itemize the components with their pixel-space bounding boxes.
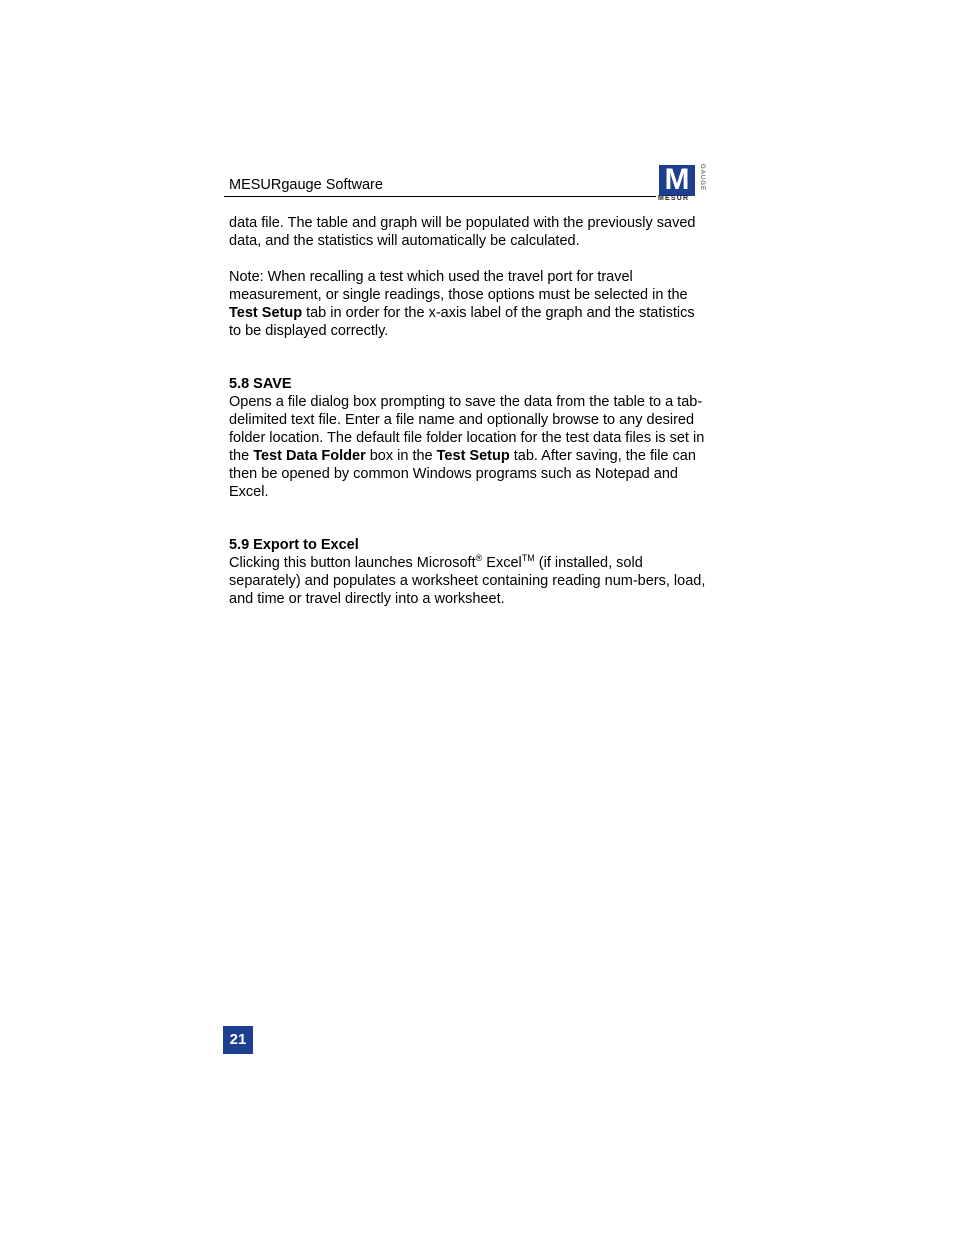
logo-subword: GAUGE	[699, 164, 705, 192]
excel-text-a: Clicking this button launches Microsoft	[229, 555, 476, 571]
header-title: MESURgauge Software	[229, 177, 383, 193]
save-text-a: Opens a file dialog box prompting to save the data from the table to a tab-delimited text file. Enter a file name and optionally browse to any desired folder location. The default file folder location for the test data files is set in the	[229, 394, 705, 464]
header-rule	[224, 196, 656, 197]
excel-text-b: Excel	[482, 555, 522, 571]
note-bold-test-setup: Test Setup	[229, 305, 303, 321]
section-heading-save: 5.8 SAVE	[229, 376, 292, 392]
note-text-b: tab in order for the x-axis label of the graph and the statistics to be displayed correctly.	[229, 305, 695, 339]
save-text-c: tab. After saving, the file can then be opened by common Windows programs such as Notepad and Excel.	[229, 448, 696, 500]
save-text-b: box in the	[365, 448, 437, 464]
logo-word: MESUR	[658, 195, 690, 202]
save-bold-test-setup: Test Setup	[436, 448, 510, 464]
mesur-gauge-logo	[657, 163, 704, 205]
note-text-a: Note: When recalling a test which used the travel port for travel measurement, or single readings, those options must be selected in the	[229, 269, 688, 303]
page-number-badge: 21	[223, 1026, 253, 1054]
section-heading-export-excel: 5.9 Export to Excel	[229, 537, 359, 553]
page-content	[229, 214, 707, 608]
save-paragraph	[229, 393, 707, 501]
logo-letter: M	[664, 163, 690, 196]
registered-mark: ®	[475, 553, 483, 563]
trademark-mark: TM	[521, 553, 535, 563]
intro-paragraph: data file. The table and graph will be populated with the previously saved data, and the statistics will automatically be calculated.	[229, 215, 696, 249]
note-paragraph	[229, 268, 707, 340]
save-bold-test-data-folder: Test Data Folder	[253, 448, 366, 464]
excel-text-c: (if installed, sold separately) and populates a worksheet containing reading num-bers, load, and time or travel directly into a worksheet.	[229, 555, 706, 607]
excel-paragraph	[229, 554, 707, 608]
